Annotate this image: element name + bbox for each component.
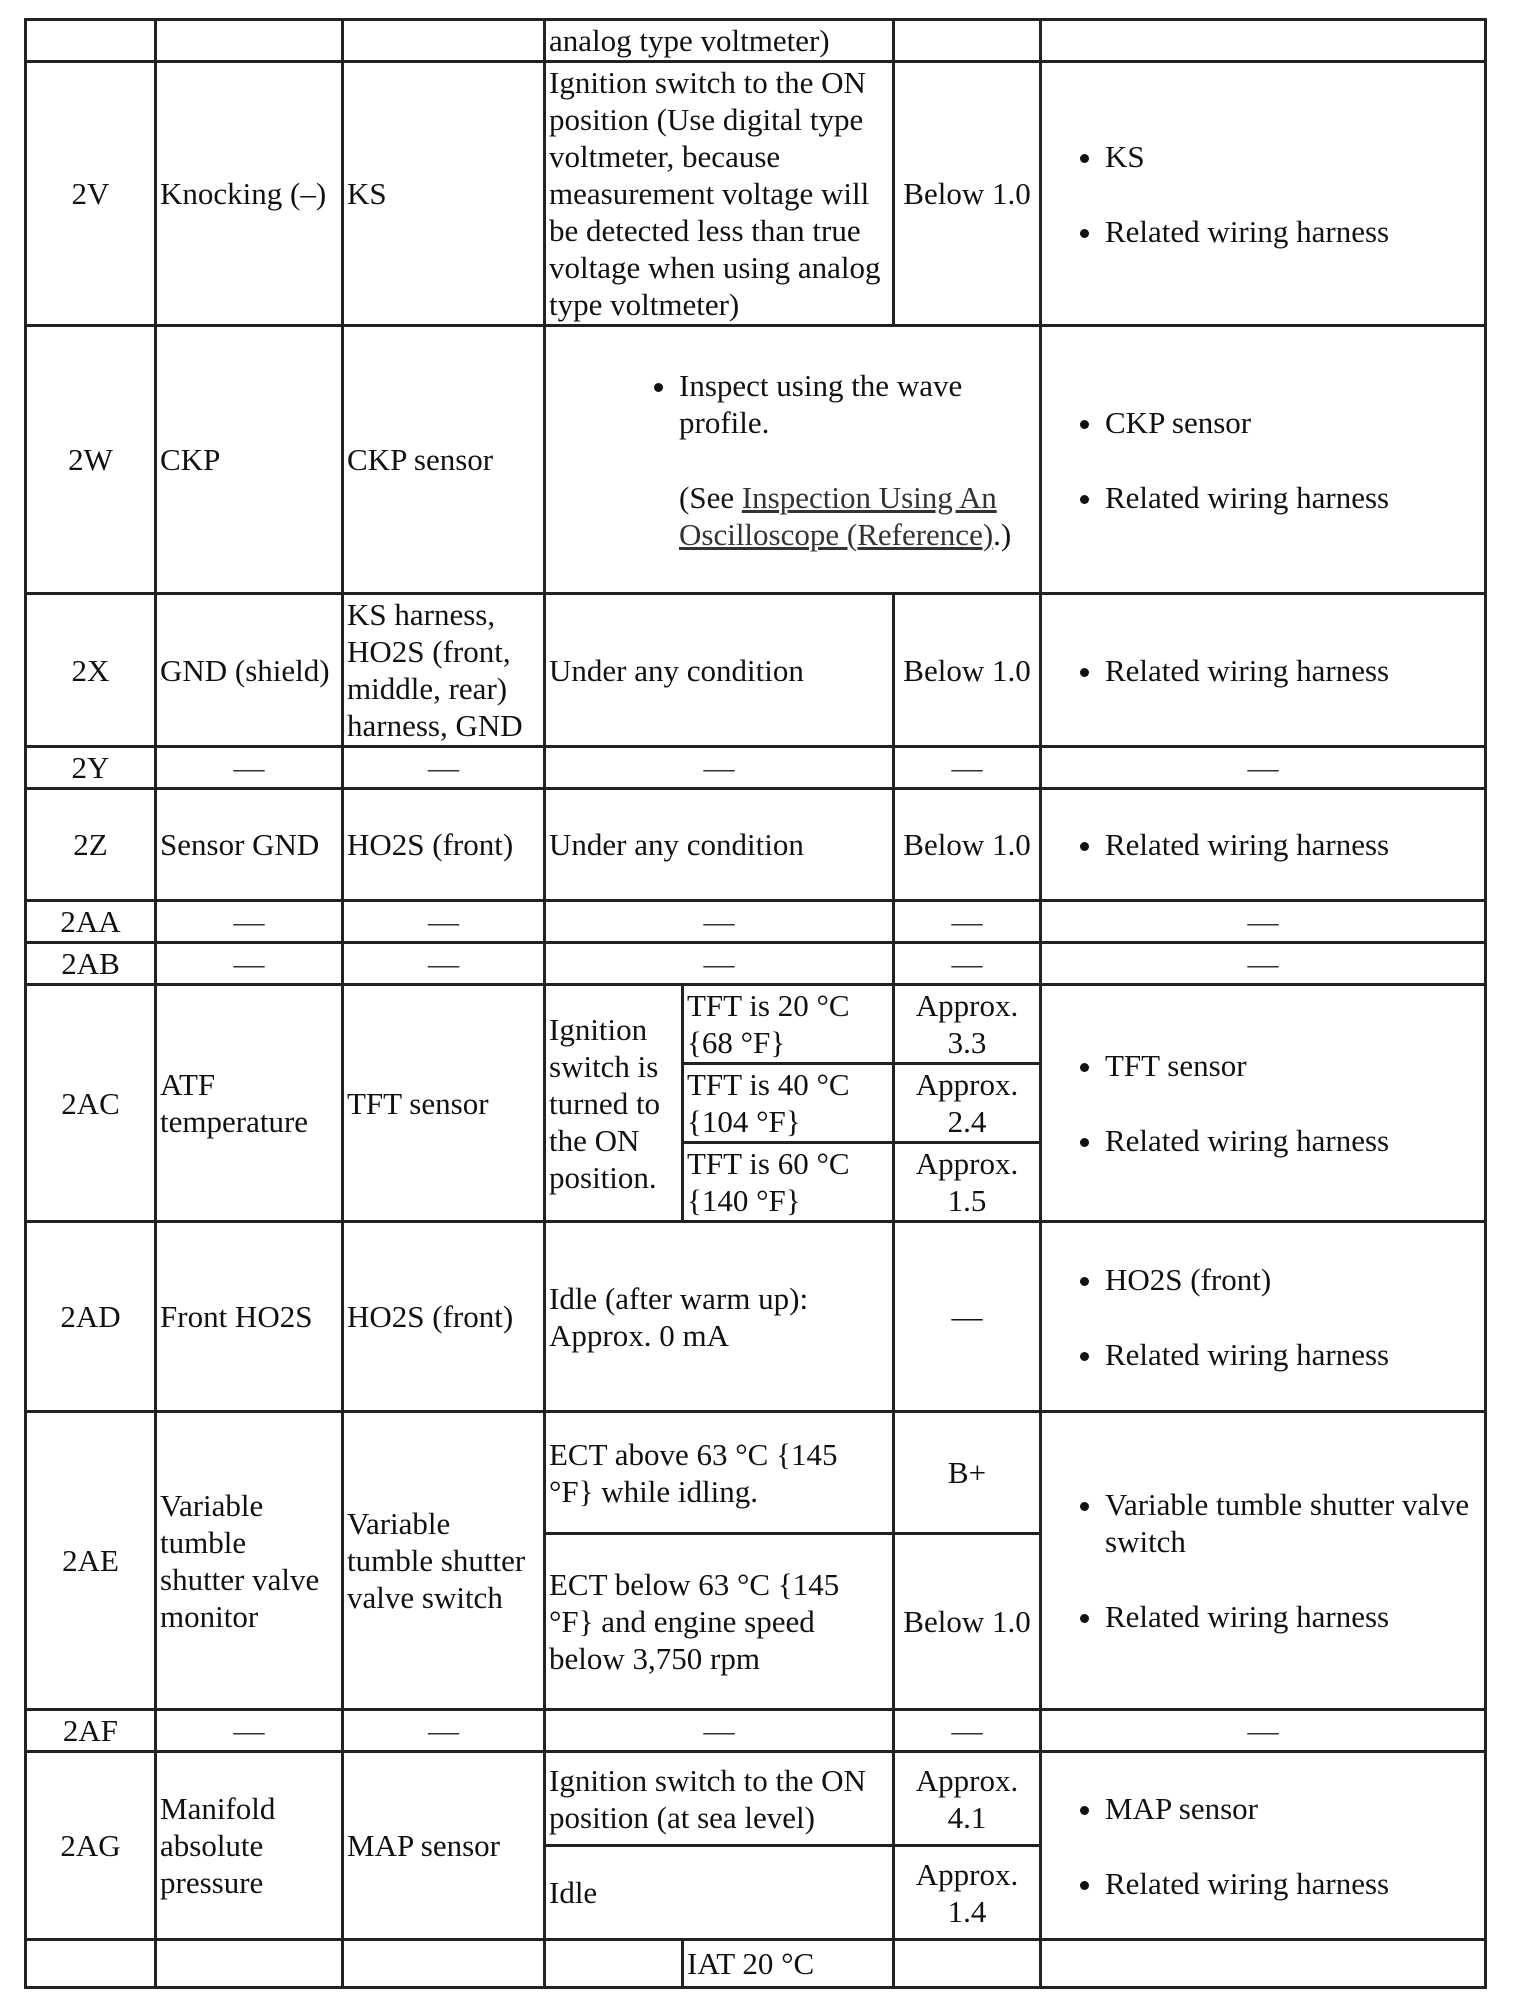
terminal-cell: 2AE: [26, 1412, 156, 1710]
signal-cell: ATF temperature: [156, 985, 343, 1222]
inspection-items-cell: [1041, 1412, 1486, 1710]
signal-cell: Sensor GND: [156, 789, 343, 901]
voltage-cell: —: [894, 1222, 1041, 1412]
condition-cell: Under any condition: [545, 789, 894, 901]
terminal-cell: 2AG: [26, 1752, 156, 1940]
list-item: • Related wiring harness: [1105, 213, 1481, 250]
list-item: • CKP sensor: [1105, 404, 1481, 441]
voltage-cell: Approx. 1.4: [894, 1846, 1041, 1940]
voltage-cell: Approx. 3.3: [894, 985, 1041, 1064]
condition-cell: Under any condition: [545, 594, 894, 747]
list-item: • Related wiring harness: [1105, 479, 1481, 516]
list-item: • Related wiring harness: [1105, 1598, 1481, 1635]
list-item: • Variable tumble shutter valve switch: [1105, 1486, 1481, 1560]
condition-cell: Ignition switch to the ON position (Use digital type voltmeter, because measurement voltage will be detected less than true voltage when using analog type voltmeter): [545, 62, 894, 326]
connected-to-cell: KS harness, HO2S (front, middle, rear) harness, GND: [343, 594, 545, 747]
terminal-cell: 2Y: [26, 747, 156, 789]
voltage-cell: Approx. 1.5: [894, 1143, 1041, 1222]
table-row: [26, 1412, 1486, 1534]
voltage-cell: Below 1.0: [894, 62, 1041, 326]
wave-profile-note: Inspect using the wave profile.: [679, 367, 963, 440]
table-row: 2Y — — — — —: [26, 747, 1486, 789]
table-row: 2AF — — — — —: [26, 1710, 1486, 1752]
table-row: [26, 326, 1486, 594]
inspection-items-cell: [1041, 62, 1486, 326]
voltage-cell: B+: [894, 1412, 1041, 1534]
signal-cell: CKP: [156, 326, 343, 594]
voltage-cell: Approx. 2.4: [894, 1064, 1041, 1143]
inspection-items-cell: [1041, 594, 1486, 747]
connected-to-cell: TFT sensor: [343, 985, 545, 1222]
connected-to-cell: MAP sensor: [343, 1752, 545, 1940]
connected-to-cell: HO2S (front): [343, 1222, 545, 1412]
terminal-cell: 2AC: [26, 985, 156, 1222]
terminal-cell: 2Z: [26, 789, 156, 901]
table-row: [26, 1752, 1486, 1846]
table-row: [26, 1222, 1486, 1412]
list-item: • Related wiring harness: [1105, 826, 1481, 863]
table-row: [26, 62, 1486, 326]
inspection-items-cell: [1041, 326, 1486, 594]
list-item: • KS: [1105, 138, 1481, 175]
sub-condition-cell: TFT is 20 °C {68 °F}: [683, 985, 894, 1064]
terminal-cell: 2AD: [26, 1222, 156, 1412]
inspection-table-page: [24, 18, 1487, 1989]
oscilloscope-inspection-link[interactable]: Inspection Using An Oscilloscope (Reference): [679, 479, 997, 552]
terminal-cell: 2AF: [26, 1710, 156, 1752]
table-row: [26, 985, 1486, 1064]
signal-cell: Knocking (–): [156, 62, 343, 326]
table-row: [26, 789, 1486, 901]
terminal-cell: 2X: [26, 594, 156, 747]
list-item: • Related wiring harness: [1105, 1122, 1481, 1159]
sub-condition-cell: Ignition switch to the ON position (at sea level): [545, 1752, 894, 1846]
see-reference: (See Inspection Using An Oscilloscope (Reference).): [679, 479, 1012, 552]
sub-condition-cell: IAT 20 °C: [683, 1940, 894, 1988]
terminal-voltage-table: [24, 18, 1487, 1989]
inspection-items-cell: [1041, 1222, 1486, 1412]
sub-condition-cell: ECT above 63 °C {145 °F} while idling.: [545, 1412, 894, 1534]
list-item: • Related wiring harness: [1105, 1865, 1481, 1902]
list-item: • TFT sensor: [1105, 1047, 1481, 1084]
signal-cell: Variable tumble shutter valve monitor: [156, 1412, 343, 1710]
signal-cell: Manifold absolute pressure: [156, 1752, 343, 1940]
condition-cell: analog type voltmeter): [545, 20, 894, 62]
table-row: 2AB — — — — —: [26, 943, 1486, 985]
inspection-items-cell: [1041, 789, 1486, 901]
table-row: [26, 594, 1486, 747]
condition-cell: Ignition switch is turned to the ON position.: [545, 985, 683, 1222]
connected-to-cell: Variable tumble shutter valve switch: [343, 1412, 545, 1710]
connected-to-cell: HO2S (front): [343, 789, 545, 901]
table-row: [26, 1940, 1486, 1988]
list-item: • Related wiring harness: [1105, 652, 1481, 689]
table-row: 2AA — — — — —: [26, 901, 1486, 943]
voltage-cell: Below 1.0: [894, 1534, 1041, 1710]
condition-cell: Idle (after warm up): Approx. 0 mA: [545, 1222, 894, 1412]
connected-to-cell: CKP sensor: [343, 326, 545, 594]
table-row: [26, 20, 1486, 62]
voltage-cell: Below 1.0: [894, 594, 1041, 747]
list-item: • Related wiring harness: [1105, 1336, 1481, 1373]
inspection-items-cell: [1041, 985, 1486, 1222]
voltage-cell: Below 1.0: [894, 789, 1041, 901]
connected-to-cell: KS: [343, 62, 545, 326]
signal-cell: Front HO2S: [156, 1222, 343, 1412]
inspection-items-cell: [1041, 1752, 1486, 1940]
sub-condition-cell: Idle: [545, 1846, 894, 1940]
sub-condition-cell: ECT below 63 °C {145 °F} and engine speed below 3,750 rpm: [545, 1534, 894, 1710]
condition-cell: [545, 326, 1041, 594]
terminal-cell: 2W: [26, 326, 156, 594]
terminal-cell: 2AB: [26, 943, 156, 985]
list-item: • HO2S (front): [1105, 1261, 1481, 1298]
voltage-cell: Approx. 4.1: [894, 1752, 1041, 1846]
terminal-cell: 2AA: [26, 901, 156, 943]
terminal-cell: 2V: [26, 62, 156, 326]
signal-cell: GND (shield): [156, 594, 343, 747]
list-item: [679, 367, 1036, 553]
list-item: • MAP sensor: [1105, 1790, 1481, 1827]
sub-condition-cell: TFT is 60 °C {140 °F}: [683, 1143, 894, 1222]
sub-condition-cell: TFT is 40 °C {104 °F}: [683, 1064, 894, 1143]
